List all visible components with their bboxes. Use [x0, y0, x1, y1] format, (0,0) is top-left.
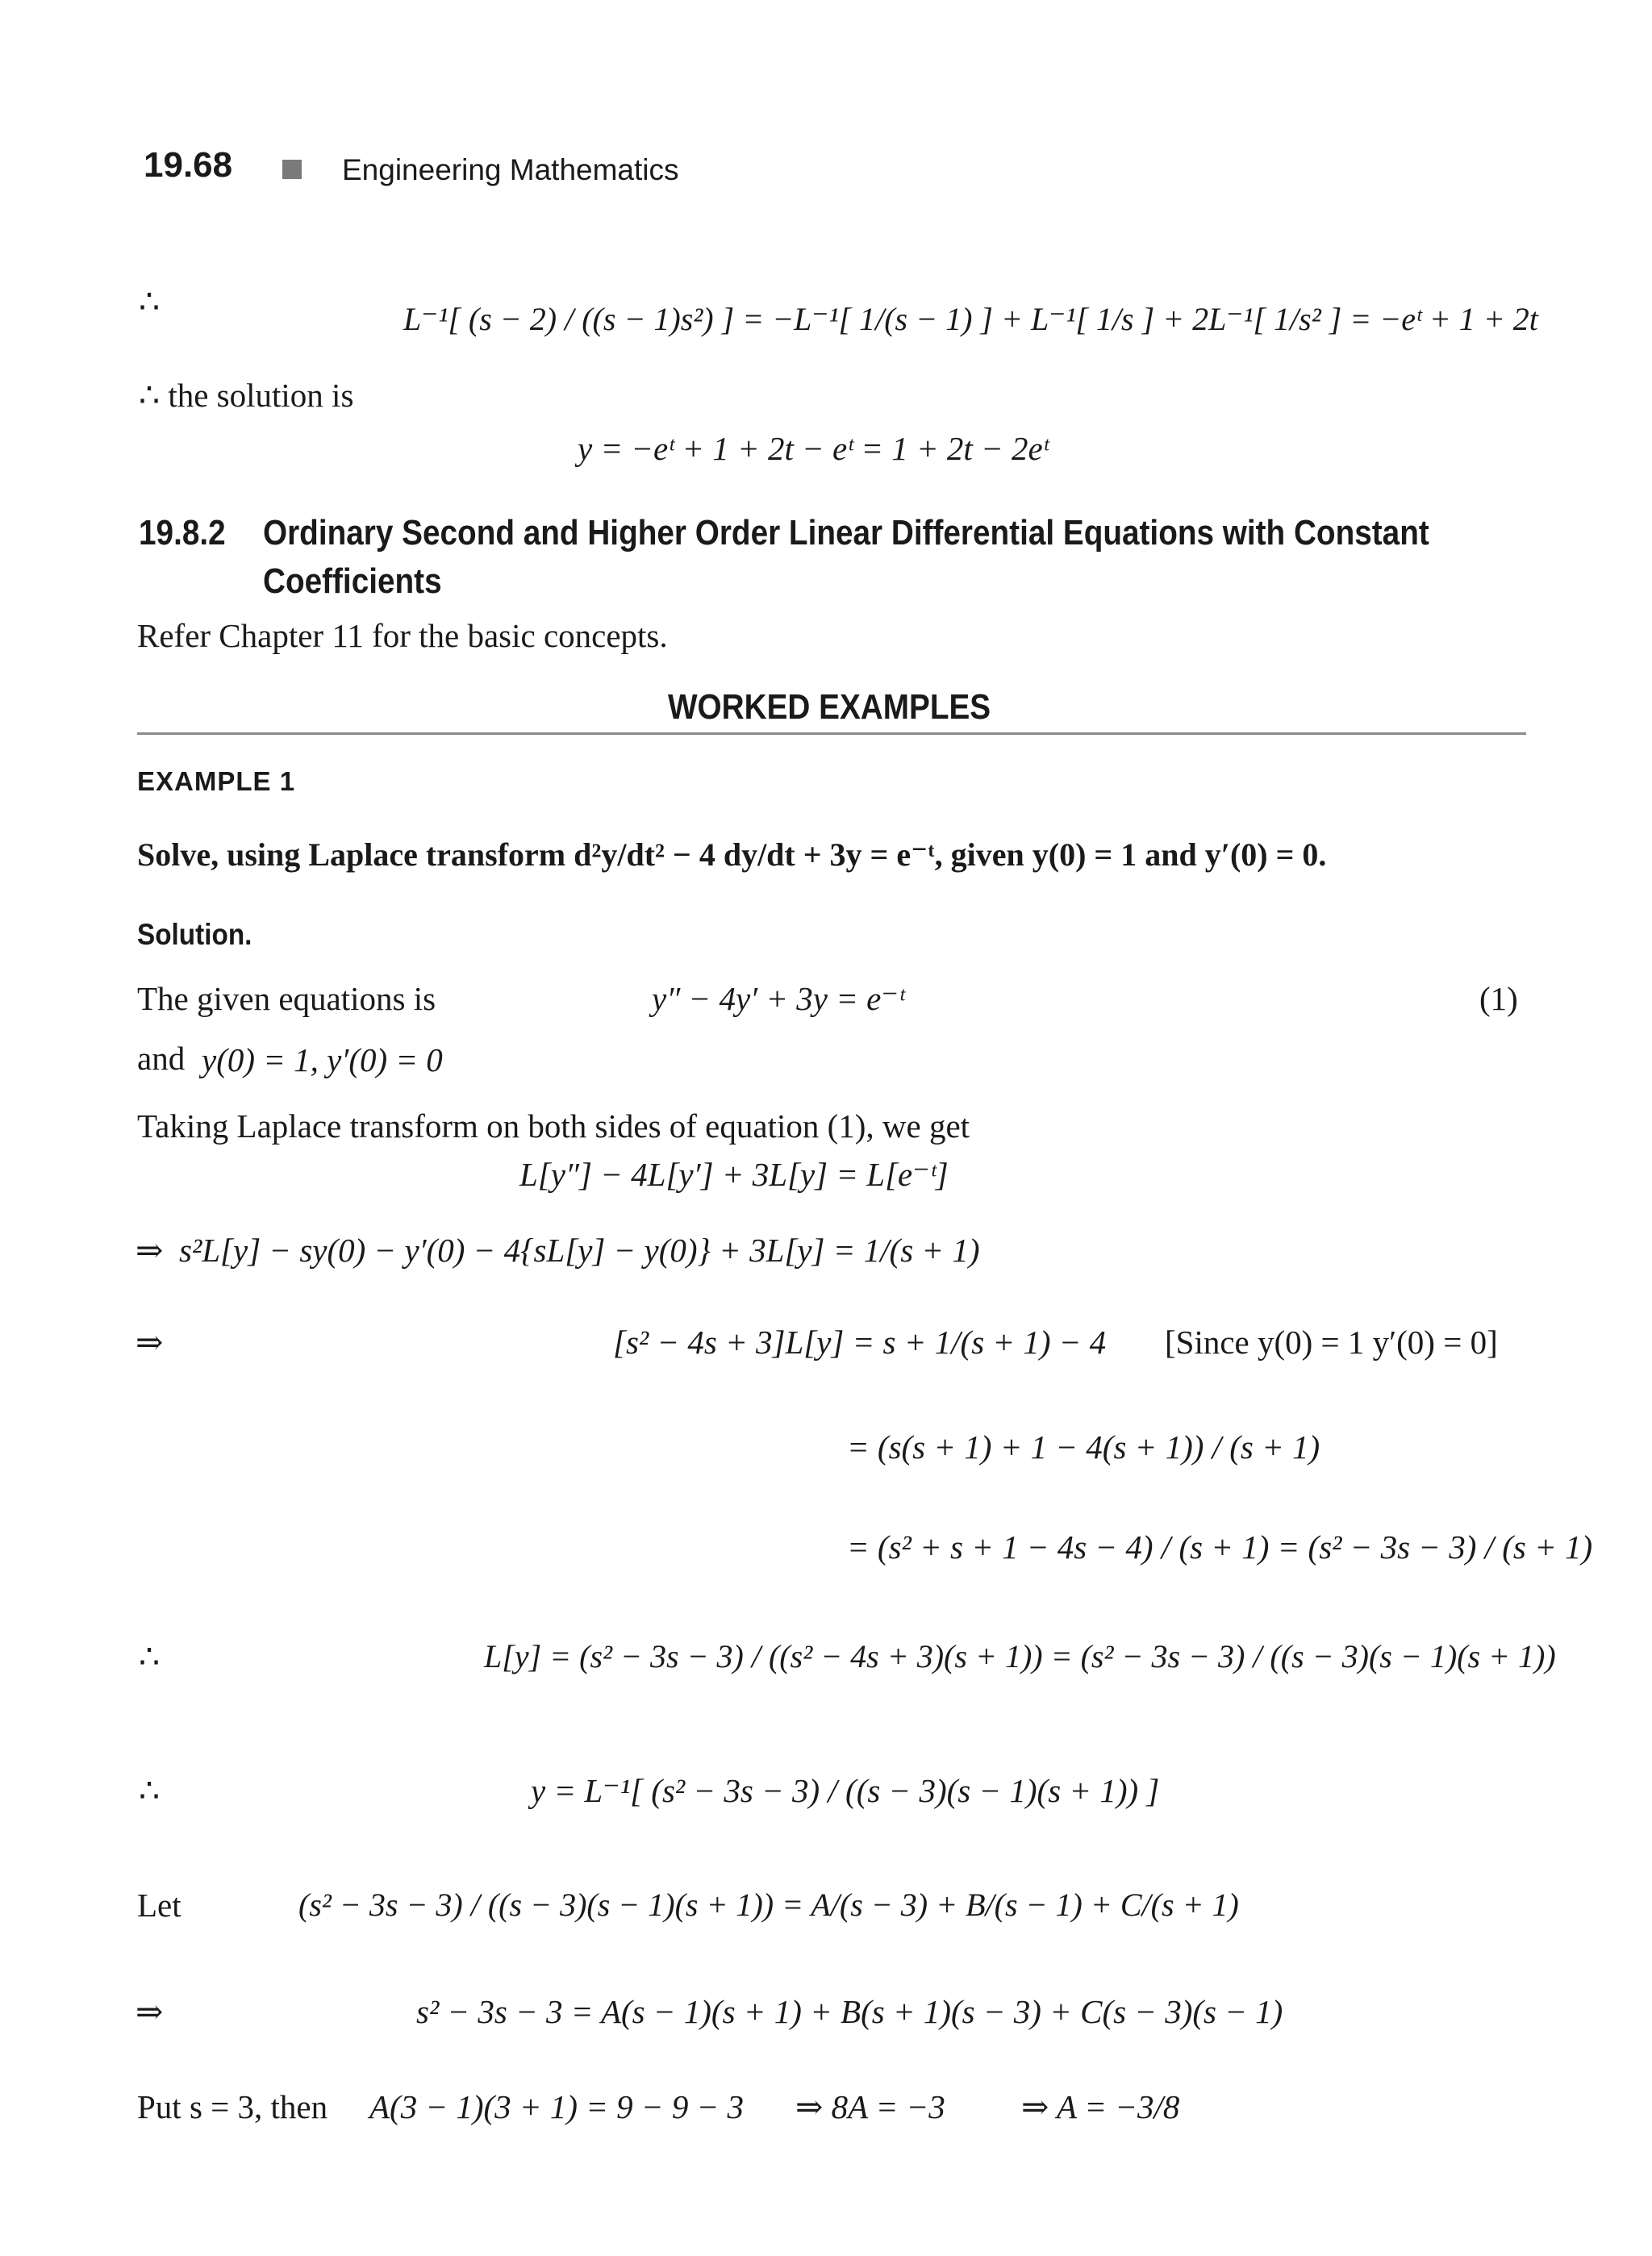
given-equation: y″ − 4y′ + 3y = e⁻ᵗ — [652, 980, 904, 1017]
ly-equation: L[y] = (s² − 3s − 3) / ((s² − 4s + 3)(s + 1)) = (s² − 3s − 3) / ((s − 3)(s − 1)(s + 1)) — [484, 1638, 1556, 1674]
put-equation: A(3 − 1)(3 + 1) = 9 − 9 − 3 — [369, 2088, 744, 2125]
taking-laplace-text: Taking Laplace transform on both sides of equation (1), we get — [137, 1107, 970, 1145]
implies-symbol: ⇒ — [136, 1993, 164, 2030]
equation-number: (1) — [1479, 980, 1518, 1017]
inverse-laplace-equation: L⁻¹[ (s − 2) / ((s − 1)s²) ] = −L⁻¹[ 1/(s − 1) ] + L⁻¹[ 1/s ] + 2L⁻¹[ 1/s² ] = −eᵗ + 1 + 2t — [403, 301, 1538, 337]
implies-symbol: ⇒ — [136, 1232, 164, 1269]
solution-equation: y = −eᵗ + 1 + 2t − eᵗ = 1 + 2t − 2eᵗ — [578, 430, 1049, 467]
therefore-symbol: ∴ — [139, 283, 161, 320]
partial-fraction-equation: (s² − 3s − 3) / ((s − 3)(s − 1)(s + 1)) = A/(s − 3) + B/(s − 1) + C/(s + 1) — [298, 1887, 1239, 1923]
page-number: 19.68 — [144, 145, 233, 185]
book-title: Engineering Mathematics — [342, 153, 679, 186]
and-text: and — [137, 1040, 186, 1077]
since-note: [Since y(0) = 1 y′(0) = 0] — [1165, 1324, 1498, 1361]
y-inverse-equation: y = L⁻¹[ (s² − 3s − 3) / ((s − 3)(s − 1)(s + 1)) ] — [531, 1772, 1160, 1809]
example-label: EXAMPLE 1 — [137, 766, 296, 796]
solution-label: Solution. — [137, 918, 252, 951]
put-text: Put s = 3, then — [137, 2088, 328, 2125]
implies-symbol: ⇒ — [136, 1324, 164, 1361]
given-text: The given equations is — [137, 980, 436, 1017]
transform-step-2: [s² − 4s + 3]L[y] = s + 1/(s + 1) − 4 — [613, 1324, 1107, 1361]
solution-is-text: ∴ the solution is — [139, 377, 354, 414]
header-square-icon — [282, 160, 302, 179]
transform-step-1: s²L[y] − sy(0) − y′(0) − 4{sL[y] − y(0)} + 3L[y] = 1/(s + 1) — [179, 1232, 980, 1269]
transform-step-4: = (s² + s + 1 − 4s − 4) / (s + 1) = (s² − 3s − 3) / (s + 1) — [847, 1528, 1593, 1566]
section-number: 19.8.2 — [139, 513, 226, 553]
section-title-line-1: Ordinary Second and Higher Order Linear Differential Equations with Constant — [263, 513, 1429, 553]
therefore-symbol: ∴ — [139, 1638, 161, 1675]
put-result-2: ⇒ A = −3/8 — [1021, 2088, 1180, 2125]
problem-statement: Solve, using Laplace transform d²y/dt² − 4 dy/dt + 3y = e⁻ᵗ, given y(0) = 1 and y′(0) = 0. — [137, 836, 1327, 873]
section-rule — [137, 732, 1526, 735]
transform-step-3: = (s(s + 1) + 1 − 4(s + 1)) / (s + 1) — [847, 1428, 1320, 1466]
worked-examples-heading: WORKED EXAMPLES — [668, 687, 991, 727]
put-result-1: ⇒ 8A = −3 — [795, 2088, 945, 2125]
let-text: Let — [137, 1887, 181, 1924]
expanded-equation: s² − 3s − 3 = A(s − 1)(s + 1) + B(s + 1)(s − 3) + C(s − 3)(s − 1) — [416, 1993, 1283, 2030]
therefore-symbol: ∴ — [139, 1772, 161, 1809]
initial-conditions: y(0) = 1, y′(0) = 0 — [202, 1041, 443, 1078]
laplace-equation: L[y″] − 4L[y′] + 3L[y] = L[e⁻ᵗ] — [519, 1156, 949, 1193]
refer-text: Refer Chapter 11 for the basic concepts. — [137, 617, 668, 654]
section-title-line-2: Coefficients — [263, 561, 442, 601]
